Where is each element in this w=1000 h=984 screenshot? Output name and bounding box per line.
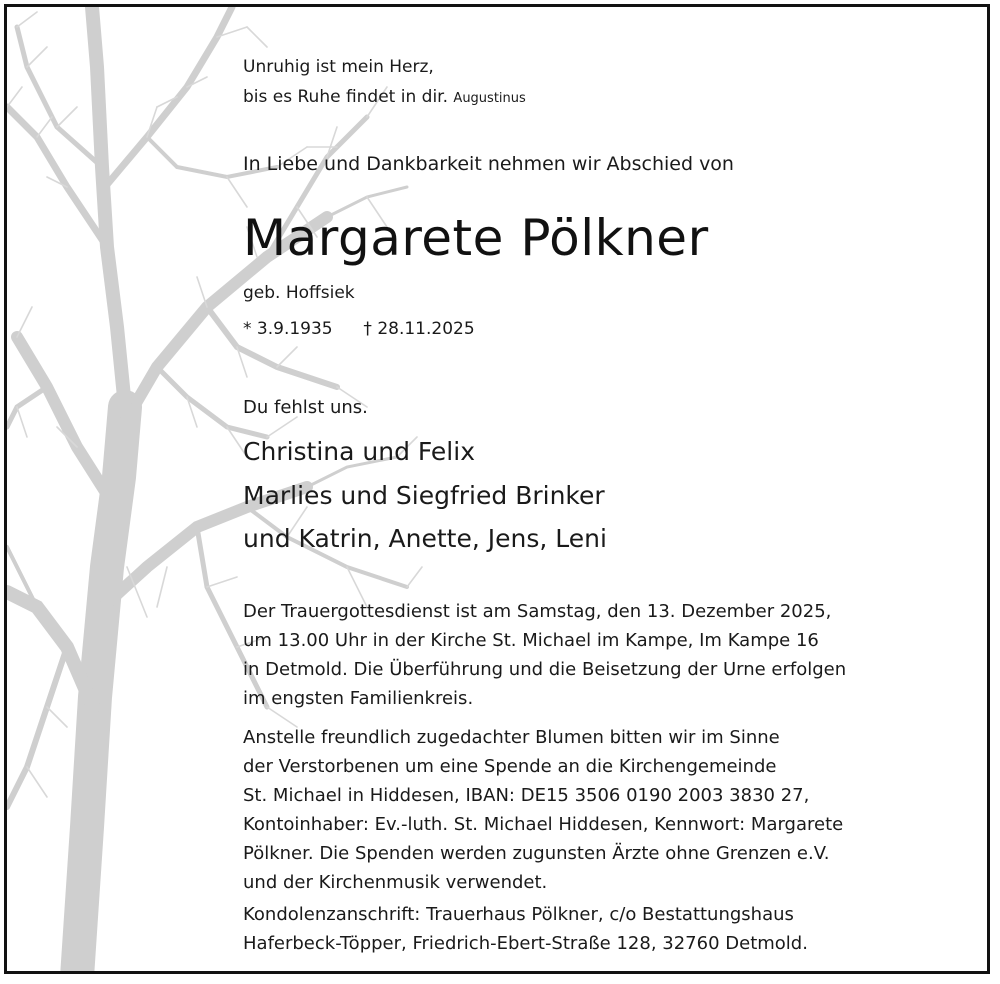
service-line: um 13.00 Uhr in der Kirche St. Michael im Kampe, Im Kampe 16: [243, 630, 819, 651]
donation-line: Anstelle freundlich zugedachter Blumen bitten wir im Sinne: [243, 727, 780, 748]
life-dates: [243, 319, 475, 339]
motto-line-2-text: bis es Ruhe findet in dir.: [243, 87, 449, 107]
motto-author: Augustinus: [453, 91, 526, 106]
donation-line: und der Kirchenmusik verwendet.: [243, 872, 548, 893]
mourner-line: Marlies und Siegfried Brinker: [243, 481, 605, 510]
mourner-line: und Katrin, Anette, Jens, Leni: [243, 524, 607, 553]
donation-paragraph: [243, 723, 843, 897]
condolence-line: Kondolenzanschrift: Trauerhaus Pölkner, c/o Bestattungshaus: [243, 904, 794, 925]
donation-line: der Verstorbenen um eine Spende an die Kirchengemeinde: [243, 756, 777, 777]
intro-text: In Liebe und Dankbarkeit nehmen wir Abschied von: [243, 153, 734, 175]
service-line: in Detmold. Die Überführung und die Beisetzung der Urne erfolgen: [243, 659, 847, 680]
birth-date: * 3.9.1935: [243, 319, 333, 339]
service-paragraph: [243, 597, 846, 713]
service-line: Der Trauergottesdienst ist am Samstag, den 13. Dezember 2025,: [243, 601, 832, 622]
donation-line: Pölkner. Die Spenden werden zugunsten Ärzte ohne Grenzen e.V.: [243, 843, 830, 864]
deceased-name: Margarete Pölkner: [243, 209, 709, 267]
death-date: † 28.11.2025: [363, 319, 475, 339]
missed-text: Du fehlst uns.: [243, 397, 368, 418]
donation-line: Kontoinhaber: Ev.-luth. St. Michael Hiddesen, Kennwort: Margarete: [243, 814, 844, 835]
service-line: im engsten Familienkreis.: [243, 688, 474, 709]
motto-line-1: Unruhig ist mein Herz,: [243, 57, 434, 77]
mourner-line: Christina und Felix: [243, 437, 475, 466]
obituary-frame: [4, 4, 990, 974]
donation-line: St. Michael in Hiddesen, IBAN: DE15 3506 0190 2003 3830 27,: [243, 785, 810, 806]
motto-line-2: [243, 87, 526, 107]
condolence-line: Haferbeck-Töpper, Friedrich-Ebert-Straße 128, 32760 Detmold.: [243, 933, 808, 954]
condolence-paragraph: [243, 900, 808, 958]
birth-name: geb. Hoffsiek: [243, 283, 355, 303]
